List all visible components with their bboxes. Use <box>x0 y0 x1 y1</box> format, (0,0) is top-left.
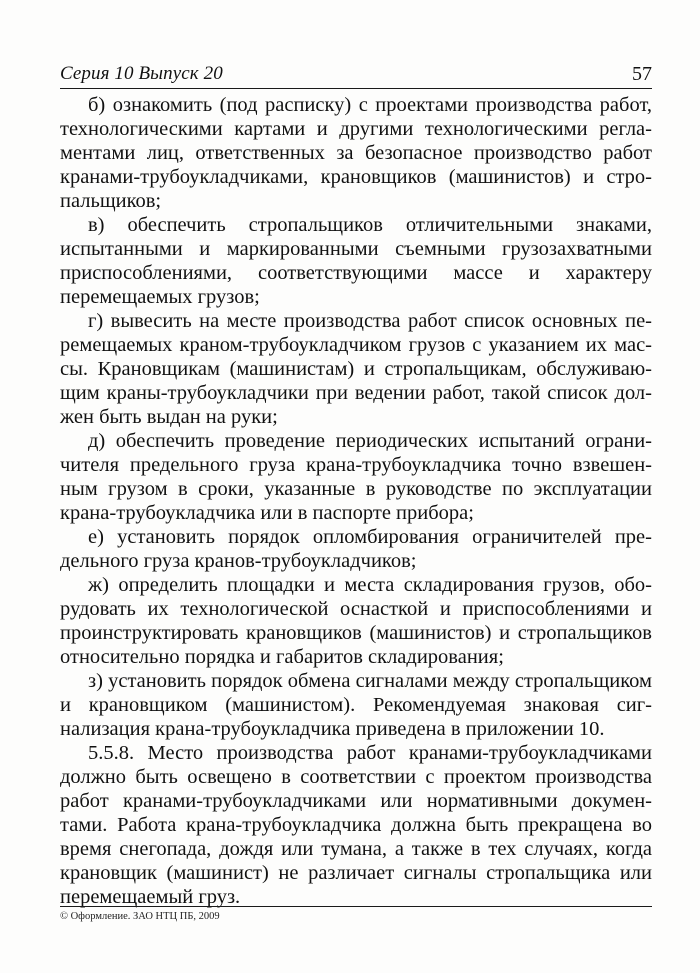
list-item-zh: ж) определить площадки и места складирования грузов, оборудовать их технологической оснасткой и приспособлениями и проинструктировать крановщиков (машинистов) и стропальщиков относительно порядка и габаритов складирования; <box>60 574 652 668</box>
footer-divider <box>60 906 652 907</box>
page-number: 57 <box>632 63 652 85</box>
list-item-b: б) ознакомить (под расписку) с проектами производства работ, технологическими картами и другими технологическими регламентами лиц, ответственных за безопасное производство работ кранами-трубоукладчиками, крановщиков (машинистов) и стропальщиков; <box>60 94 652 212</box>
clause-5-5-8: 5.5.8. Место производства работ кранами-трубоукладчиками должно быть освещено в соответствии с проектом производства работ кранами-трубоукладчиками или нормативными документами. Работа крана-трубоукладчика должна быть прекращена во время снегопада, дождя или тумана, а также в тех случаях, когда крановщик (машинист) не различает сигналы стропальщика или перемещаемый груз. <box>60 742 652 908</box>
body-text <box>60 93 652 909</box>
list-item-e: е) установить порядок опломбирования ограничителей предельного груза кранов-трубоукладчиков; <box>60 526 652 572</box>
series-title: Серия 10 Выпуск 20 <box>60 63 223 84</box>
list-item-z: з) установить порядок обмена сигналами между стропальщиком и крановщиком (машинистом). Рекомендуемая знаковая сигнализация крана-трубоукладчика приведена в приложении 10. <box>60 670 652 740</box>
list-item-g: г) вывесить на месте производства работ список основных перемещаемых краном-трубоукладчиком грузов с указанием их массы. Крановщикам (машинистам) и стропальщикам, обслуживающим краны-трубоукладчики при ведении работ, такой список должен быть выдан на руки; <box>60 310 652 428</box>
list-item-d: д) обеспечить проведение периодических испытаний ограничителя предельного груза крана-трубоукладчика точно взвешенным грузом в сроки, указанные в руководстве по эксплуатации крана-трубоукладчика или в паспорте прибора; <box>60 430 652 524</box>
copyright-footer: © Оформление. ЗАО НТЦ ПБ, 2009 <box>60 911 220 922</box>
list-item-v: в) обеспечить стропальщиков отличительными знаками, испытанными и маркированными съемными грузозахватными приспособлениями, соответствующими массе и характеру перемещаемых грузов; <box>60 214 652 308</box>
running-header <box>60 62 652 89</box>
